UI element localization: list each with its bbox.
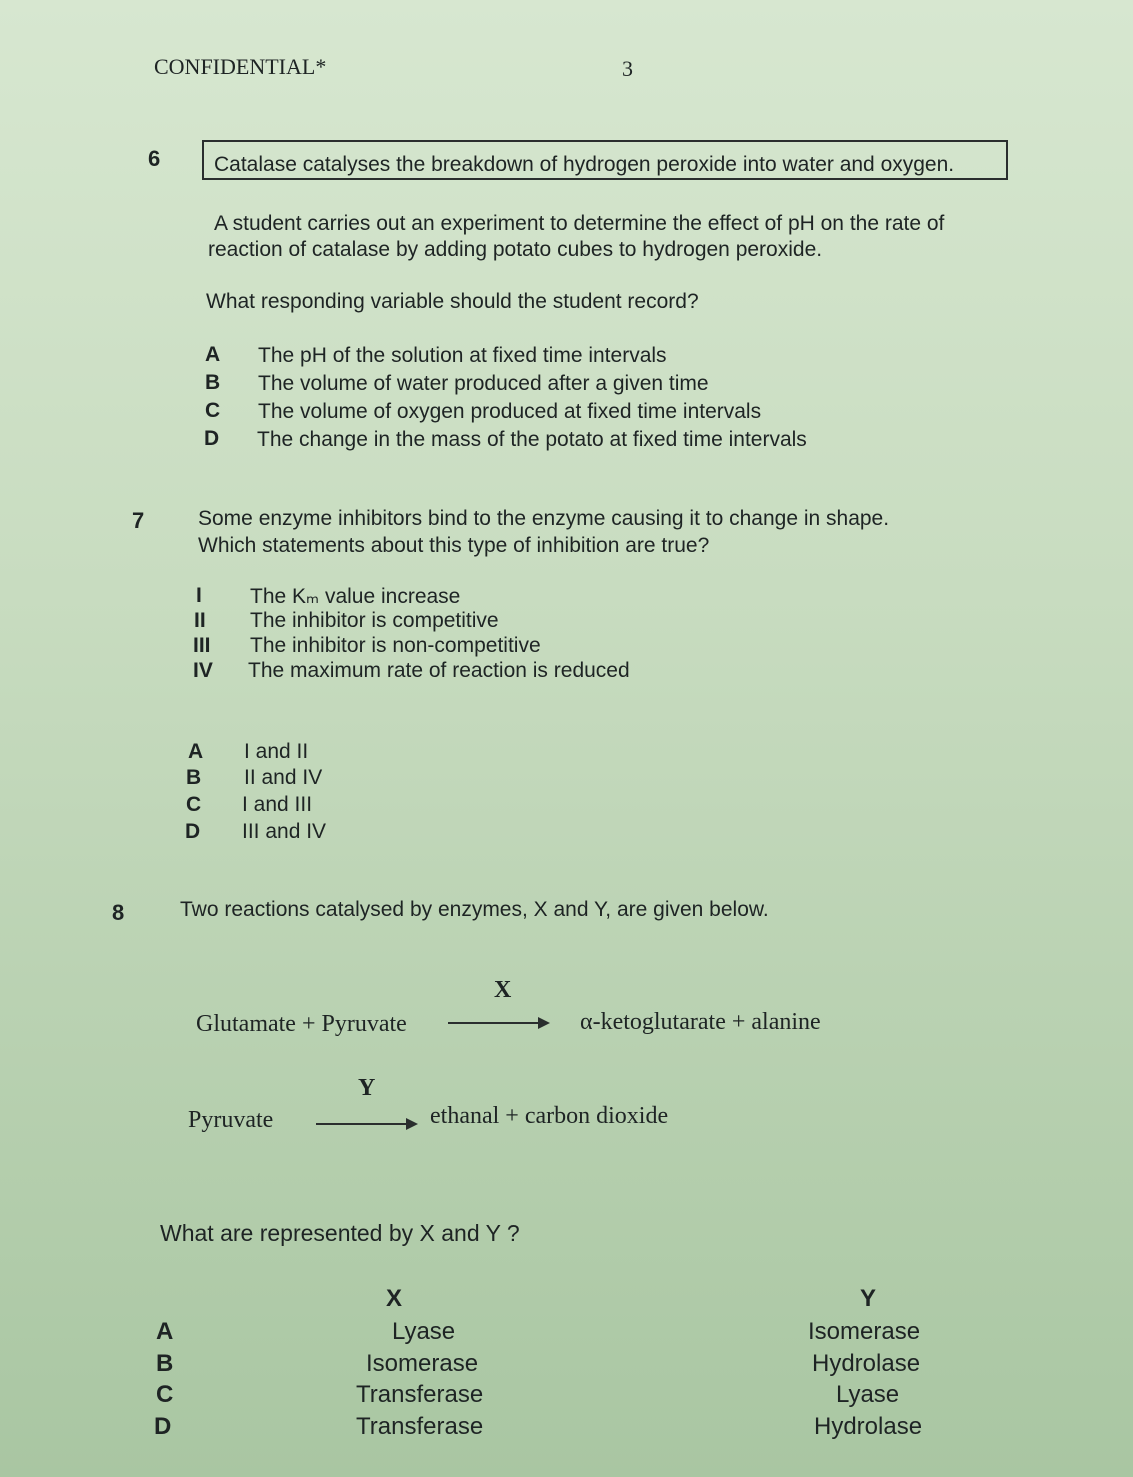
enzyme-y-label: Y (358, 1075, 376, 1101)
question-8-number: 8 (112, 900, 125, 925)
q8-option-a-x[interactable]: Lyase (392, 1318, 456, 1345)
q7-statement-i: The Kₘ value increase (250, 585, 461, 608)
q7-option-letter: D (185, 820, 201, 843)
q7-option-b[interactable]: II and IV (244, 766, 323, 789)
q7-statement-numeral: III (193, 634, 211, 657)
q7-option-c[interactable]: I and III (242, 793, 313, 816)
q8-option-b-x[interactable]: Isomerase (366, 1350, 479, 1377)
q8-option-d-x[interactable]: Transferase (356, 1413, 484, 1440)
q8-option-a-y[interactable]: Isomerase (808, 1318, 921, 1345)
q6-option-letter: B (205, 371, 221, 394)
q7-option-letter: B (186, 766, 202, 789)
q7-statement-ii: The inhibitor is competitive (250, 609, 499, 632)
column-header-x: X (386, 1285, 403, 1312)
confidential-label: CONFIDENTIAL* (154, 54, 327, 79)
reaction-1-arrow (448, 1022, 548, 1024)
q7-option-letter: A (188, 740, 204, 763)
reaction-2-reactants: Pyruvate (188, 1107, 274, 1133)
q8-option-letter: C (156, 1381, 174, 1408)
q7-statement-iv: The maximum rate of reaction is reduced (248, 659, 630, 682)
question-7-stem-line-1: Some enzyme inhibitors bind to the enzyme causing it to change in shape. (198, 507, 890, 530)
q7-statement-numeral: II (194, 609, 206, 632)
q7-option-letter: C (186, 793, 202, 816)
enzyme-x-label: X (494, 977, 512, 1003)
q7-statement-numeral: IV (193, 659, 213, 682)
q8-option-letter: B (156, 1350, 174, 1377)
column-header-y: Y (860, 1285, 877, 1312)
q6-option-letter: C (205, 399, 221, 422)
reaction-2-arrow (316, 1123, 416, 1125)
question-6-box-text: Catalase catalyses the breakdown of hydrogen peroxide into water and oxygen. (214, 153, 955, 176)
q8-option-d-y[interactable]: Hydrolase (814, 1413, 923, 1440)
q8-option-c-y[interactable]: Lyase (836, 1381, 900, 1408)
q6-option-d[interactable]: The change in the mass of the potato at fixed time intervals (257, 428, 807, 451)
q8-option-b-y[interactable]: Hydrolase (812, 1350, 921, 1377)
question-7-number: 7 (132, 508, 145, 533)
q7-statement-numeral: I (196, 584, 202, 607)
reaction-1-reactants: Glutamate + Pyruvate (196, 1011, 407, 1037)
q8-option-c-x[interactable]: Transferase (356, 1381, 484, 1408)
question-6-prompt: What responding variable should the student record? (206, 290, 699, 313)
q6-option-letter: D (204, 427, 220, 450)
q6-option-letter: A (205, 343, 221, 366)
q8-option-letter: A (156, 1318, 174, 1345)
question-8-stem: Two reactions catalysed by enzymes, X and Y, are given below. (180, 898, 769, 921)
question-6-stem-line-1: A student carries out an experiment to determine the effect of pH on the rate of (214, 212, 945, 235)
question-8-prompt: What are represented by X and Y ? (160, 1220, 520, 1246)
question-7-stem-line-2: Which statements about this type of inhibition are true? (198, 534, 710, 557)
q8-option-letter: D (154, 1413, 172, 1440)
q6-option-c[interactable]: The volume of oxygen produced at fixed time intervals (258, 400, 762, 423)
q7-statement-iii: The inhibitor is non-competitive (250, 634, 541, 657)
q7-option-a[interactable]: I and II (244, 740, 309, 763)
reaction-1-products: α-ketoglutarate + alanine (580, 1009, 821, 1035)
reaction-2-products: ethanal + carbon dioxide (430, 1103, 669, 1129)
question-6-stem-line-2: reaction of catalase by adding potato cubes to hydrogen peroxide. (208, 238, 823, 261)
q6-option-b[interactable]: The volume of water produced after a given time (258, 372, 709, 395)
q7-option-d[interactable]: III and IV (242, 820, 327, 843)
question-6-number: 6 (148, 146, 161, 171)
page-number: 3 (622, 56, 633, 81)
q6-option-a[interactable]: The pH of the solution at fixed time intervals (258, 344, 667, 367)
